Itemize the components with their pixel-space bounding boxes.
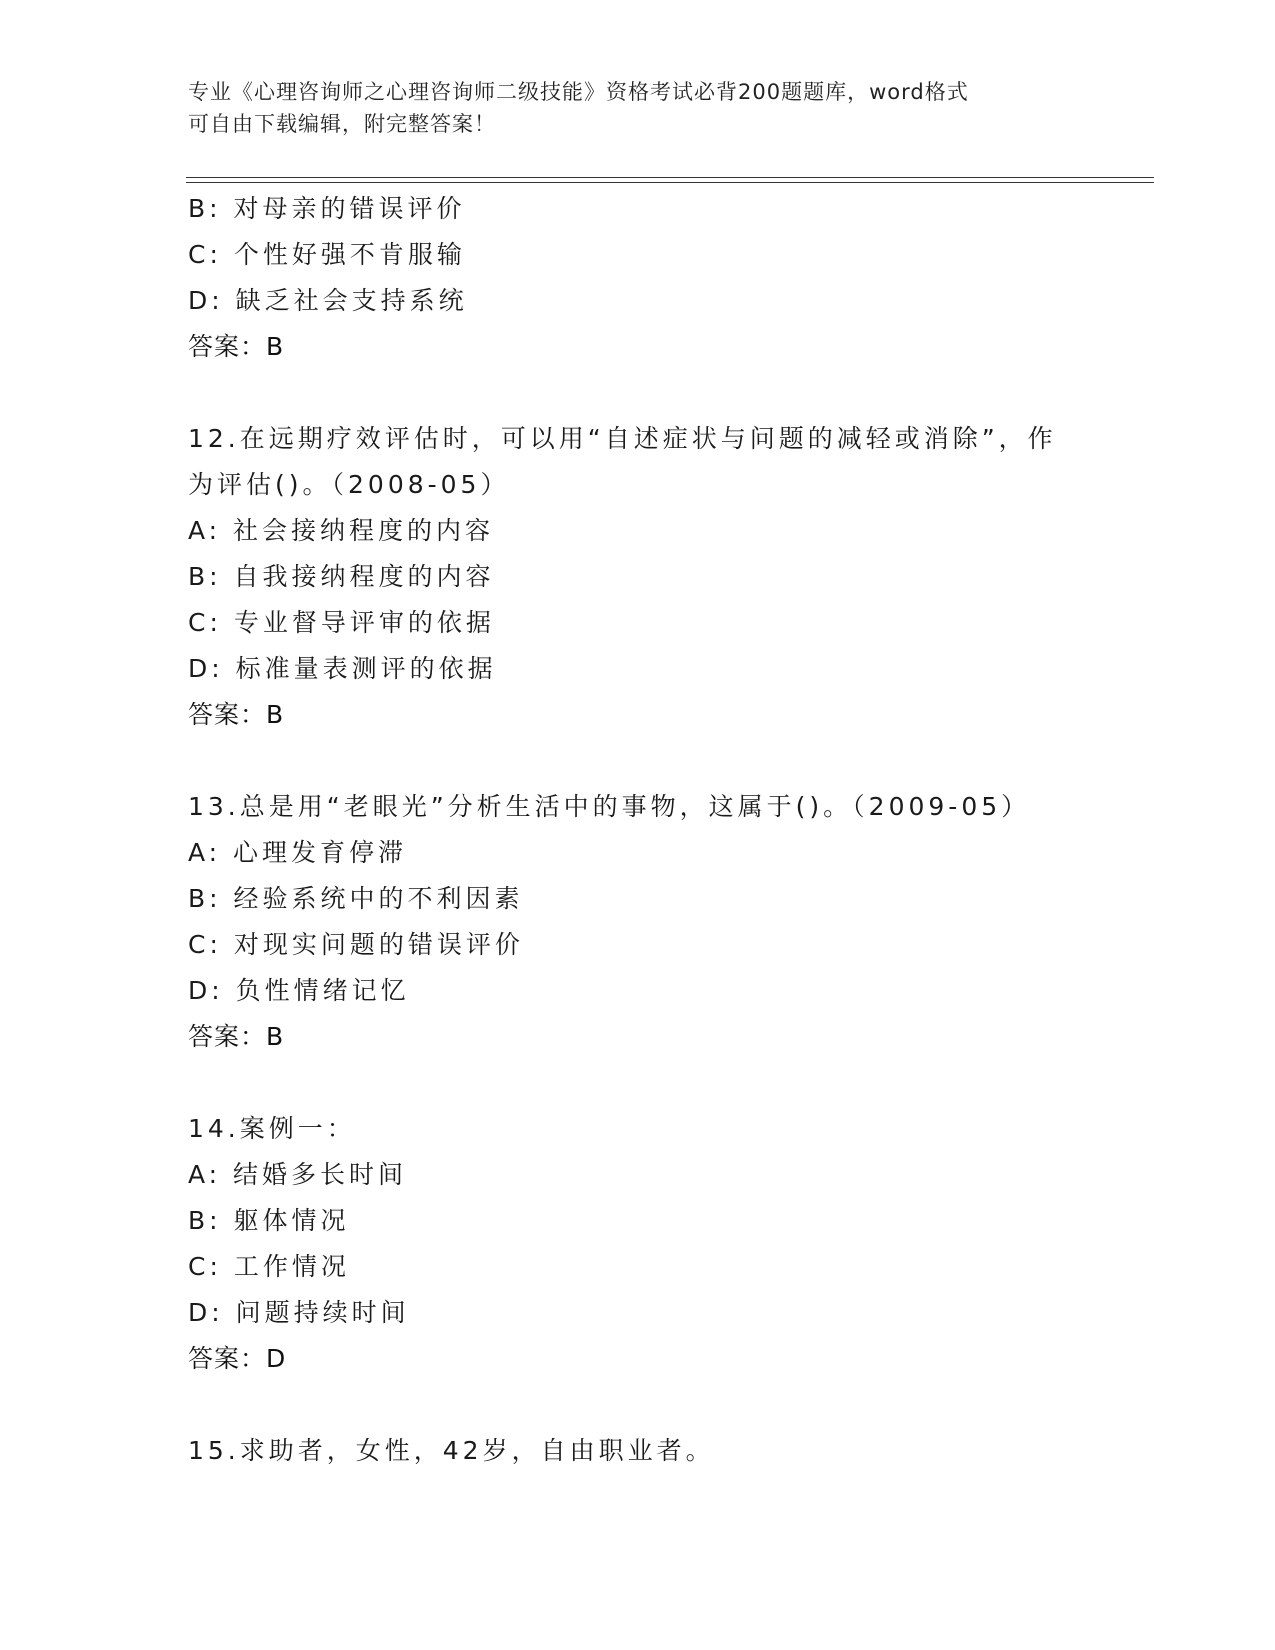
option-d: D: 问题持续时间: [188, 1298, 410, 1327]
question-stem-continued: 为评估()。（2008-05）: [188, 470, 510, 499]
option-d: D: 负性情绪记忆: [188, 976, 410, 1005]
option-b: B: 自我接纳程度的内容: [188, 562, 495, 591]
option-b: B: 对母亲的错误评价: [188, 194, 466, 223]
spacer: [188, 1382, 1088, 1428]
header-line-2: 可自由下载编辑，附完整答案！: [188, 112, 496, 136]
option-d: D: 标准量表测评的依据: [188, 654, 497, 683]
option-c: C: 个性好强不肯服输: [188, 240, 466, 269]
option-c: C: 工作情况: [188, 1252, 350, 1281]
spacer: [188, 738, 1088, 784]
option-b: B: 经验系统中的不利因素: [188, 884, 524, 913]
spacer: [188, 370, 1088, 416]
question-stem: 14.案例一：: [188, 1114, 356, 1143]
question-block-15: [188, 1428, 1088, 1474]
header-divider: [186, 177, 1154, 183]
question-list: [188, 186, 1088, 1474]
header-line-1: 专业《心理咨询师之心理咨询师二级技能》资格考试必背200题题库，word格式: [188, 80, 969, 104]
question-block-12: [188, 416, 1088, 738]
question-block-prev: [188, 186, 1088, 370]
option-c: C: 专业督导评审的依据: [188, 608, 495, 637]
option-d: D: 缺乏社会支持系统: [188, 286, 468, 315]
question-stem: 15.求助者，女性，42岁，自由职业者。: [188, 1436, 715, 1465]
question-stem: 13.总是用“老眼光”分析生活中的事物，这属于()。（2009-05）: [188, 792, 1031, 821]
page-header: [188, 76, 1088, 140]
spacer: [188, 1060, 1088, 1106]
answer-line: 答案：B: [188, 332, 285, 361]
option-a: A: 结婚多长时间: [188, 1160, 408, 1189]
answer-line: 答案：B: [188, 1022, 285, 1051]
option-a: A: 心理发育停滞: [188, 838, 408, 867]
answer-line: 答案：B: [188, 700, 285, 729]
option-b: B: 躯体情况: [188, 1206, 350, 1235]
question-stem: 12.在远期疗效评估时，可以用“自述症状与问题的减轻或消除”，作: [188, 424, 1057, 453]
question-block-13: [188, 784, 1088, 1060]
option-c: C: 对现实问题的错误评价: [188, 930, 524, 959]
question-block-14: [188, 1106, 1088, 1382]
option-a: A: 社会接纳程度的内容: [188, 516, 495, 545]
answer-line: 答案：D: [188, 1344, 287, 1373]
